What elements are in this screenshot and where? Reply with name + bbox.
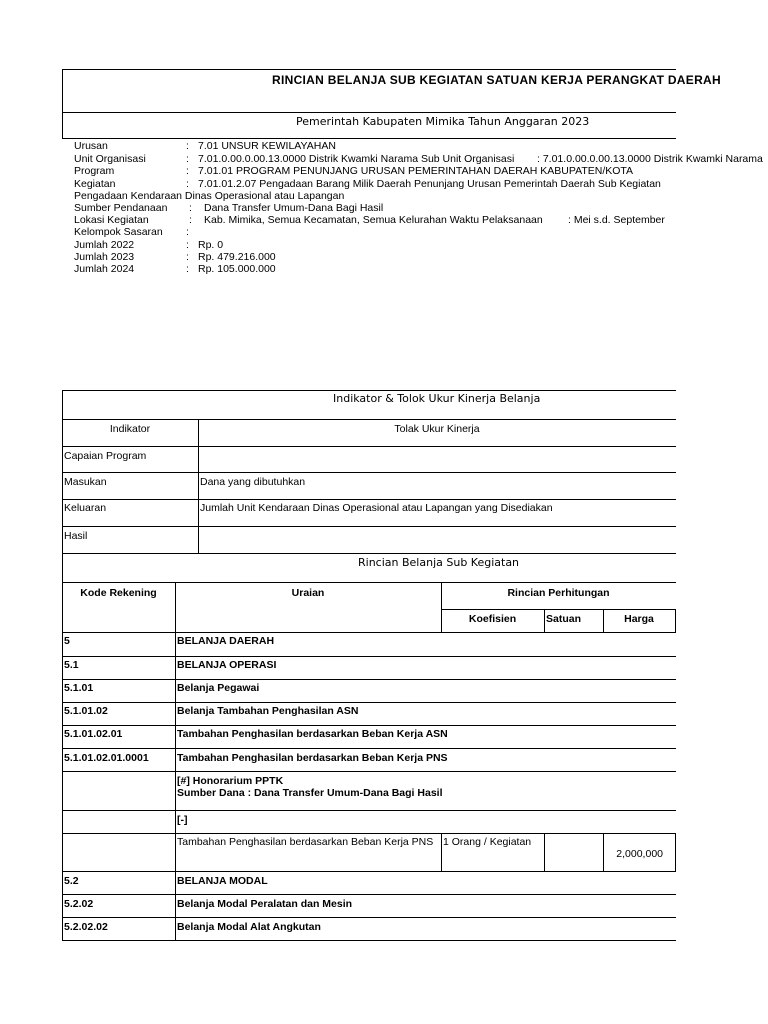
col-header-harga: Harga [624, 613, 654, 625]
sumber-dana-label: Sumber Dana : Dana Transfer Umum-Dana Bagi Hasil [177, 787, 443, 799]
row-kode: 5.1.01.02.01.0001 [64, 752, 149, 764]
row-uraian: BELANJA DAERAH [177, 635, 275, 647]
col-header-uraian: Uraian [291, 587, 325, 599]
row-uraian: Tambahan Penghasilan berdasarkan Beban Kerja ASN [177, 728, 448, 740]
row-uraian: BELANJA MODAL [177, 875, 268, 887]
report-subtitle: Pemerintah Kabupaten Mimika Tahun Anggaran 2023 [296, 115, 590, 128]
col-header-tolok-ukur: Tolak Ukur Kinerja [394, 423, 480, 435]
detail-harga: 2,000,000 [616, 848, 663, 860]
row-kode: 5.1.01 [64, 682, 94, 694]
indikator-table-title: Indikator & Tolok Ukur Kinerja Belanja [333, 392, 541, 405]
indikator-masukan: Masukan [64, 476, 107, 488]
indikator-capaian-program: Capaian Program [64, 450, 147, 462]
row-kode: 5.2.02 [64, 898, 94, 910]
row-kode: 5.1.01.02.01 [64, 728, 123, 740]
tolok-masukan: Dana yang dibutuhkan [200, 476, 306, 488]
detail-marker: [-] [177, 814, 188, 826]
document-page: RINCIAN BELANJA SUB KEGIATAN SATUAN KERJA PERANGKAT DAERAH Pemerintah Kabupaten Mimika Tahun Anggaran 2023 Urusan : 7.01 UNSUR KEWILAYAHAN Unit Organisasi : 7.01.0.00.0.00.13.0000 Distrik Kwamki Narama Sub Unit Organisasi : 7.01.0.00.0.00.13.0000 Distrik Kwamki Narama Program : 7.01.01 PROGRAM PENUNJANG URUSAN PEMERINTAHAN DAERAH KABUPATEN/KOTA Kegiatan : 7.01.01.2.07 Pengadaan Barang Milik Daerah Penunjang Urusan Pemerintah Daerah Sub Kegiatan Pengadaan Kendaraan Dinas Operasional atau Lapangan Sumber Pendanaan : Dana Transfer Umum-Dana Bagi Hasil Lokasi Kegiatan : Kab. Mimika, Semua Kecamatan, Semua Kelurahan Waktu Pelaksanaan : Mei s.d. September Kelompok Sasaran : Jumlah 2022 : Rp. 0 Jumlah 2023 : Rp. 479.216.000 Jumlah 2024 : Rp. 105.000.000 Indikator & Tolok Ukur Kinerja Belanja Indikator Tolak Ukur Kinerja Capaian Program Masukan Dana yang dibutuhkan Keluaran Jumlah Unit Kendaraan Dinas Operasional atau Lapangan yang Disediakan Hasil Rincian Belanja Sub Kegiatan Kode Rekening Uraian Rincian Perhitungan Koefisien Satuan Harga 5 BELANJA DAERAH 5.1 BELANJA OPERASI 5.1.01 Belanja Pegawai 5.1.01.02 Belanja Tambahan Penghasilan ASN 5.1.01.02.01 Tambahan Penghasilan berdasarkan Beban Kerja ASN 5.1.01.02.01.0001 Tambahan Penghasilan berdasarkan Beban Kerja PNS [#] Honorarium PPTK Sumber Dana : Dana Transfer Umum-Dana Bagi Hasil [-] Tambahan Penghasilan berdasarkan Beban Kerja PNS 1 Orang / Kegiatan 2,000,000 5.2 BELANJA MODAL 5.2.02 Belanja Modal Peralatan dan Mesin 5.2.02.02 Belanja Modal Alat Angkutan [0, 0, 676, 1024]
row-uraian: Tambahan Penghasilan berdasarkan Beban Kerja PNS [177, 752, 448, 764]
col-header-kode-rekening: Kode Rekening [80, 587, 157, 599]
detail-uraian: Tambahan Penghasilan berdasarkan Beban Kerja PNS [177, 836, 434, 848]
col-header-koefisien: Koefisien [468, 613, 517, 625]
col-header-indikator: Indikator [109, 423, 151, 435]
row-uraian: BELANJA OPERASI [177, 659, 277, 671]
row-kode: 5.2 [64, 875, 79, 887]
row-uraian: Belanja Modal Peralatan dan Mesin [177, 898, 353, 910]
tolok-keluaran: Jumlah Unit Kendaraan Dinas Operasional atau Lapangan yang Disediakan [200, 502, 553, 514]
row-kode: 5 [64, 635, 70, 647]
col-header-rincian-perhitungan: Rincian Perhitungan [507, 587, 610, 599]
indikator-keluaran: Keluaran [64, 502, 107, 514]
report-title: RINCIAN BELANJA SUB KEGIATAN SATUAN KERJA PERANGKAT DAERAH [272, 73, 721, 87]
detail-koefisien: 1 Orang / Kegiatan [443, 836, 532, 848]
row-kode: 5.2.02.02 [64, 921, 108, 933]
row-kode: 5.1.01.02 [64, 705, 108, 717]
honorarium-label: [#] Honorarium PPTK [177, 775, 284, 787]
rincian-table-title: Rincian Belanja Sub Kegiatan [358, 556, 520, 569]
row-uraian: Belanja Tambahan Penghasilan ASN [177, 705, 359, 717]
indikator-hasil: Hasil [64, 530, 88, 542]
row-kode: 5.1 [64, 659, 79, 671]
col-header-satuan: Satuan [546, 613, 582, 625]
row-uraian: Belanja Pegawai [177, 682, 260, 694]
row-uraian: Belanja Modal Alat Angkutan [177, 921, 321, 933]
